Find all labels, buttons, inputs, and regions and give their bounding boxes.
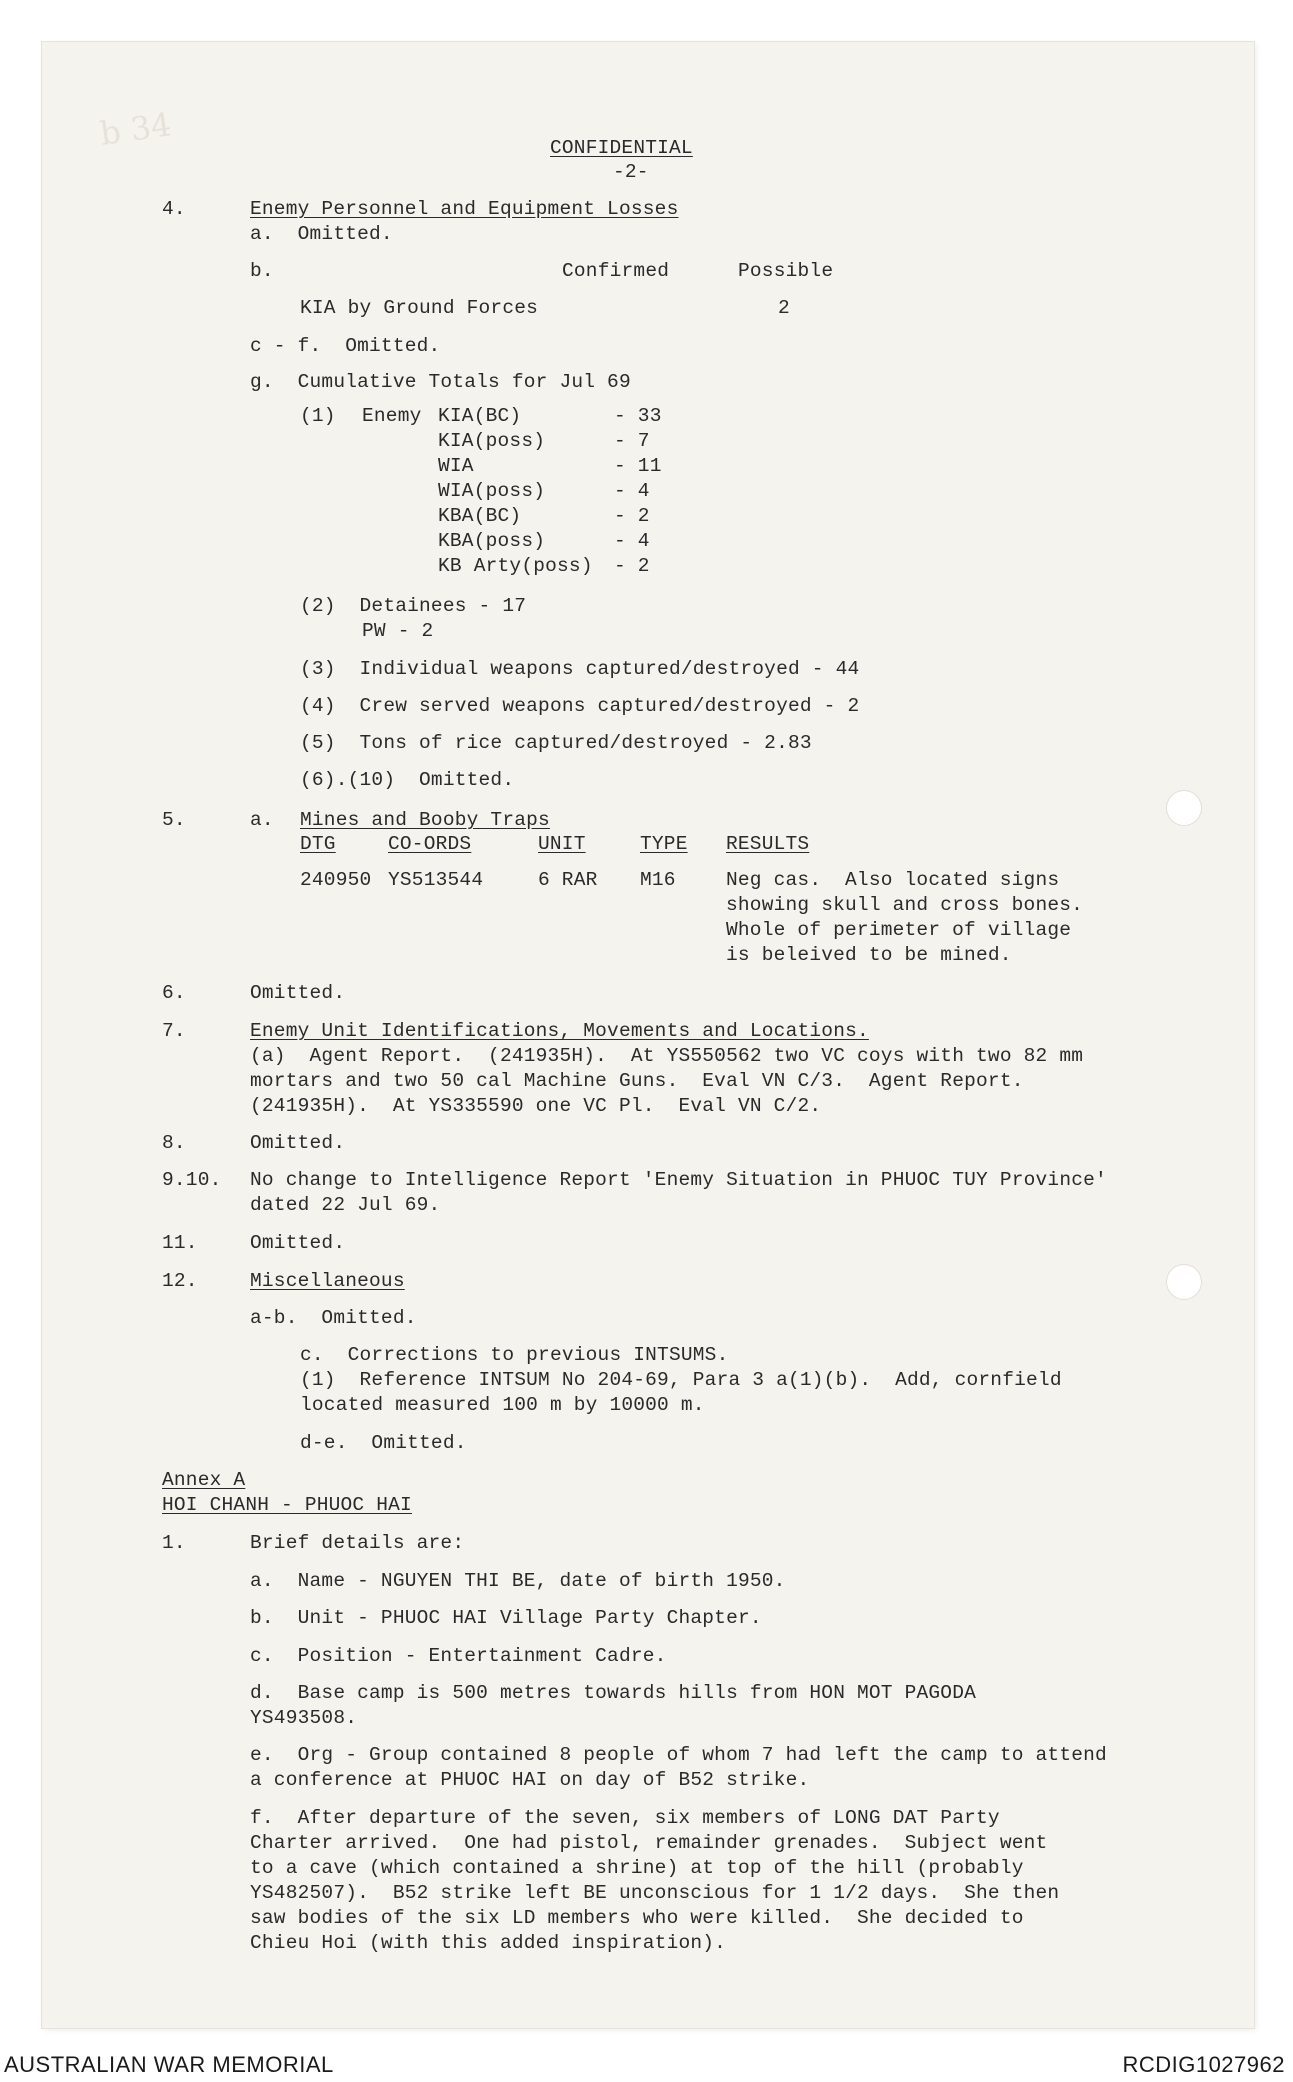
- enemy-row-value: - 33: [614, 405, 662, 427]
- enemy-row-value: - 2: [614, 555, 650, 577]
- annex-d-line: d. Base camp is 500 metres towards hills from HON MOT PAGODA: [250, 1682, 977, 1704]
- section-12c: c. Corrections to previous INTSUMS.: [300, 1344, 729, 1366]
- section-6-text: Omitted.: [250, 982, 346, 1004]
- table-cell-results: is beleived to be mined.: [726, 944, 1012, 966]
- section-4g1-label: Enemy: [362, 405, 422, 427]
- enemy-row-label: KIA(poss): [438, 430, 546, 452]
- page-number: -2-: [613, 161, 649, 183]
- enemy-row-label: KBA(BC): [438, 505, 522, 527]
- table-header-coords: CO-ORDS: [388, 833, 472, 855]
- enemy-row-value: - 7: [614, 430, 650, 452]
- table-header-type: TYPE: [640, 833, 688, 855]
- section-4g1-number: (1): [300, 405, 336, 427]
- section-4g2: (2) Detainees - 17: [300, 595, 527, 617]
- annex-subtitle: HOI CHANH - PHUOC HAI: [162, 1494, 412, 1516]
- section-4g6: (6).(10) Omitted.: [300, 769, 515, 791]
- section-7-title: Enemy Unit Identifications, Movements and Locations.: [250, 1020, 869, 1042]
- column-possible: Possible: [738, 260, 834, 282]
- annex-c: c. Position - Entertainment Cadre.: [250, 1645, 667, 1667]
- enemy-row-value: - 4: [614, 480, 650, 502]
- section-4-number: 4.: [162, 198, 186, 220]
- section-4cf: c - f. Omitted.: [250, 335, 441, 357]
- punch-hole-top: [1166, 790, 1202, 826]
- enemy-row-label: WIA: [438, 455, 474, 477]
- section-4a: a. Omitted.: [250, 223, 393, 245]
- table-cell-results: showing skull and cross bones.: [726, 894, 1084, 916]
- section-12de: d-e. Omitted.: [300, 1432, 467, 1454]
- section-5-number: 5.: [162, 809, 186, 831]
- annex-b: b. Unit - PHUOC HAI Village Party Chapter.: [250, 1607, 762, 1629]
- kia-ground-label: KIA by Ground Forces: [300, 297, 539, 319]
- section-11-number: 11.: [162, 1232, 198, 1254]
- section-11-text: Omitted.: [250, 1232, 346, 1254]
- margin-mark: b 34: [97, 105, 174, 153]
- annex-e-line: a conference at PHUOC HAI on day of B52 strike.: [250, 1769, 810, 1791]
- annex-f-line: saw bodies of the six LD members who were killed. She decided to: [250, 1907, 1024, 1929]
- section-4-title: Enemy Personnel and Equipment Losses: [250, 198, 679, 220]
- enemy-row-value: - 4: [614, 530, 650, 552]
- enemy-row-label: KB Arty(poss): [438, 555, 593, 577]
- section-4g2-pw: PW - 2: [362, 620, 434, 642]
- annex-f-line: Chieu Hoi (with this added inspiration).: [250, 1932, 727, 1954]
- section-8-number: 8.: [162, 1132, 186, 1154]
- section-12c1-line: (1) Reference INTSUM No 204-69, Para 3 a(1)(b). Add, cornfield: [300, 1369, 1062, 1391]
- annex-intro: Brief details are:: [250, 1532, 465, 1554]
- annex-item-number: 1.: [162, 1532, 186, 1554]
- section-4g: g. Cumulative Totals for Jul 69: [250, 371, 631, 393]
- section-4g4: (4) Crew served weapons captured/destroyed - 2: [300, 695, 860, 717]
- enemy-row-label: KIA(BC): [438, 405, 522, 427]
- annex-f-line: YS482507). B52 strike left BE unconscious for 1 1/2 days. She then: [250, 1882, 1060, 1904]
- annex-f-line: Charter arrived. One had pistol, remainder grenades. Subject went: [250, 1832, 1048, 1854]
- punch-hole-bottom: [1166, 1264, 1202, 1300]
- section-4g3: (3) Individual weapons captured/destroyed - 44: [300, 658, 860, 680]
- section-7-number: 7.: [162, 1020, 186, 1042]
- enemy-row-label: WIA(poss): [438, 480, 546, 502]
- section-7-line: (241935H). At YS335590 one VC Pl. Eval VN C/2.: [250, 1095, 822, 1117]
- annex-d-line: YS493508.: [250, 1707, 358, 1729]
- kia-ground-possible: 2: [778, 297, 790, 319]
- section-12-title: Miscellaneous: [250, 1270, 405, 1292]
- section-6-number: 6.: [162, 982, 186, 1004]
- annex-f-line: to a cave (which contained a shrine) at top of the hill (probably: [250, 1857, 1024, 1879]
- table-header-results: RESULTS: [726, 833, 810, 855]
- section-9-10-line: No change to Intelligence Report 'Enemy Situation in PHUOC TUY Province': [250, 1169, 1107, 1191]
- enemy-row-label: KBA(poss): [438, 530, 546, 552]
- section-7-line: mortars and two 50 cal Machine Guns. Eval VN C/3. Agent Report.: [250, 1070, 1024, 1092]
- table-cell-dtg: 240950: [300, 869, 372, 891]
- section-9-10-line: dated 22 Jul 69.: [250, 1194, 441, 1216]
- section-12ab: a-b. Omitted.: [250, 1307, 417, 1329]
- enemy-row-value: - 11: [614, 455, 662, 477]
- section-5a: a.: [250, 809, 274, 831]
- section-12c1-line: located measured 100 m by 10000 m.: [300, 1394, 705, 1416]
- annex-a: a. Name - NGUYEN THI BE, date of birth 1950.: [250, 1570, 786, 1592]
- footer-record-id: RCDIG1027962: [1122, 2052, 1285, 2077]
- annex-f-line: f. After departure of the seven, six members of LONG DAT Party: [250, 1807, 1000, 1829]
- table-cell-unit: 6 RAR: [538, 869, 598, 891]
- classification-heading: CONFIDENTIAL: [550, 137, 693, 159]
- section-5-title: Mines and Booby Traps: [300, 809, 550, 831]
- table-cell-results: Neg cas. Also located signs: [726, 869, 1060, 891]
- enemy-row-value: - 2: [614, 505, 650, 527]
- table-cell-results: Whole of perimeter of village: [726, 919, 1072, 941]
- annex-e-line: e. Org - Group contained 8 people of whom 7 had left the camp to attend: [250, 1744, 1107, 1766]
- table-header-unit: UNIT: [538, 833, 586, 855]
- table-header-dtg: DTG: [300, 833, 336, 855]
- section-8-text: Omitted.: [250, 1132, 346, 1154]
- table-cell-type: M16: [640, 869, 676, 891]
- column-confirmed: Confirmed: [562, 260, 670, 282]
- section-9-10-number: 9.10.: [162, 1169, 222, 1191]
- section-7-line: (a) Agent Report. (241935H). At YS550562 two VC coys with two 82 mm: [250, 1045, 1084, 1067]
- annex-title: Annex A: [162, 1469, 246, 1491]
- section-4b: b.: [250, 260, 274, 282]
- footer-institution: AUSTRALIAN WAR MEMORIAL: [4, 2052, 334, 2077]
- table-cell-coords: YS513544: [388, 869, 484, 891]
- section-4g5: (5) Tons of rice captured/destroyed - 2.83: [300, 732, 812, 754]
- section-12-number: 12.: [162, 1270, 198, 1292]
